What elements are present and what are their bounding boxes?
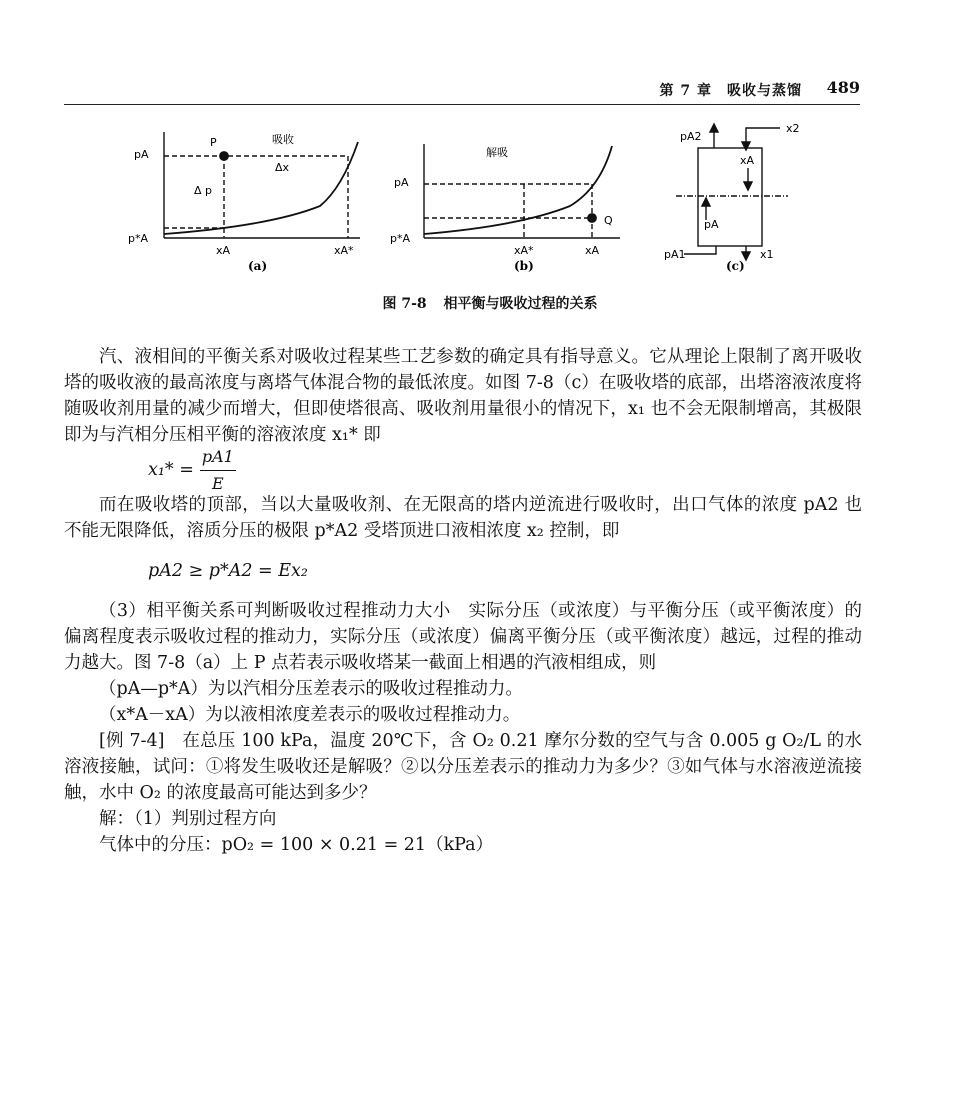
- solution-line-1: 气体中的分压：pO₂ = 100 × 0.21 = 21（kPa）: [99, 835, 494, 855]
- figure-caption-number: 图 7-8: [382, 296, 427, 312]
- figure-caption: [0, 293, 980, 313]
- panel-a-label-pa: pA: [134, 148, 149, 161]
- equation-1: [64, 448, 862, 492]
- panel-a-label-dx: Δx: [275, 161, 290, 174]
- panel-a-label-xastar: xA*: [334, 244, 354, 257]
- panel-c: [676, 124, 788, 260]
- panel-a-label-p: P: [210, 136, 217, 149]
- panel-c-bottom-gas-in: [684, 246, 716, 254]
- panel-b-label-q: Q: [604, 214, 613, 227]
- equation-1-lhs: x₁* =: [148, 460, 194, 480]
- panel-c-label-pa: pA: [704, 218, 719, 231]
- panel-a-label-pastar: p*A: [128, 232, 149, 245]
- panel-b-label-pa: pA: [394, 176, 409, 189]
- panel-c-label-x2: x2: [786, 122, 800, 135]
- panel-c-top-liquid-in: [746, 128, 780, 146]
- panel-b-sublabel: (b): [514, 259, 534, 273]
- solution-heading: 解：（1）判别过程方向: [99, 809, 277, 829]
- panel-c-mid-arrow-up: [702, 198, 710, 206]
- equation-1-denominator: E: [212, 473, 224, 493]
- panel-c-label-x1: x1: [760, 248, 774, 261]
- panel-c-sublabel: (c): [726, 259, 745, 273]
- equation-1-numerator: pA1: [200, 444, 236, 471]
- panel-b-equilibrium-curve: [424, 146, 612, 234]
- panel-a-label-dp: Δ p: [194, 184, 213, 197]
- panel-b-label-xa: xA: [585, 244, 600, 257]
- panel-c-label-pa2: pA2: [680, 130, 702, 143]
- panel-b-title: 解吸: [486, 146, 508, 159]
- body-text: [64, 344, 862, 858]
- paragraph-4: （pA—p*A）为以汽相分压差表示的吸收过程推动力。: [99, 679, 523, 699]
- panel-c-top-arrow-down: [742, 142, 750, 150]
- paragraph-5: （x*A－xA）为以液相浓度差表示的吸收过程推动力。: [99, 705, 521, 725]
- page-header: [64, 76, 860, 105]
- panel-b-label-xastar: xA*: [514, 244, 534, 257]
- equation-1-fraction: [200, 444, 236, 497]
- page-number: 489: [826, 78, 860, 97]
- panel-a-title: 吸收: [272, 133, 294, 146]
- figure-caption-text: 相平衡与吸收过程的关系: [443, 296, 598, 312]
- panel-c-label-pa1: pA1: [664, 248, 686, 261]
- panel-b: [424, 144, 620, 238]
- equation-2: pA2 ≥ p*A2 = Ex₂: [148, 561, 308, 581]
- panel-a-sublabel: (a): [248, 259, 268, 273]
- panel-c-top-arrow-up: [710, 124, 718, 132]
- paragraph-3: （3）相平衡关系可判断吸收过程推动力大小 实际分压（或浓度）与平衡分压（或平衡浓度）的偏离程度表示吸收过程的推动力，实际分压（或浓度）偏离平衡分压（或平衡浓度）越远，过程的推动力越大。图 7-8（a）上 P 点若表示吸收塔某一截面上相遇的汽液相组成，则: [64, 601, 862, 673]
- panel-b-label-pastar: p*A: [390, 232, 411, 245]
- paragraph-2: 而在吸收塔的顶部，当以大量吸收剂、在无限高的塔内逆流进行吸收时，出口气体的浓度 pA2 也不能无限降低，溶质分压的极限 p*A2 受塔顶进口液相浓度 x₂ 控制，即: [64, 495, 862, 541]
- figure-7-8: [120, 118, 820, 280]
- panel-c-label-xa: xA: [740, 154, 755, 167]
- chapter-title: 第 7 章 吸收与蒸馏: [659, 83, 802, 99]
- paragraph-1: 汽、液相间的平衡关系对吸收过程某些工艺参数的确定具有指导意义。它从理论上限制了离开吸收塔的吸收液的最高浓度与离塔气体混合物的最低浓度。如图 7-8（c）在吸收塔的底部，出塔溶液浓度将随吸收剂用量的减少而增大，但即使塔很高、吸收剂用量很小的情况下，x₁ 也不会无限制增高，其极限即为与汽相分压相平衡的溶液浓度 x₁* 即: [64, 347, 862, 445]
- panel-c-mid-arrow-down: [744, 182, 752, 190]
- example-7-4: [例 7-4] 在总压 100 kPa，温度 20℃下，含 O₂ 0.21 摩尔分数的空气与含 0.005 g O₂/L 的水溶液接触，试问：①将发生吸收还是解吸？②以分压差表示的推动力为多少？③如气体与水溶液逆流接触，水中 O₂ 的浓度最高可能达到多少？: [64, 731, 862, 803]
- panel-a-point-p: [220, 152, 228, 160]
- panel-b-point-q: [588, 214, 596, 222]
- panel-a-label-xa: xA: [216, 244, 231, 257]
